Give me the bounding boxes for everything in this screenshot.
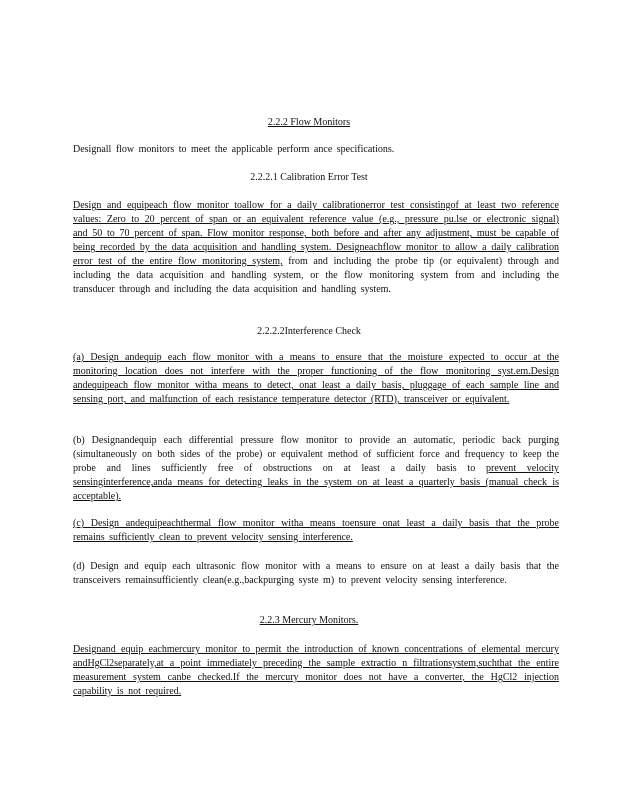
calibration-plain-text: from and including the probe tip (or equivalent) through and including the data acquisition and handling system, or the flow monitoring system from and including the transducer through and including the data acquisition and handling system. bbox=[73, 256, 559, 295]
interference-item-c: (c) Design andequipeachthermal flow monitor witha means toensure onat least a daily basis that the probe remains sufficiently clean to prevent velocity sensing interference. bbox=[73, 518, 559, 543]
section-heading-flow-monitors-text: 2.2.2 Flow Monitors bbox=[267, 117, 351, 128]
subsection-heading-interference: 2.2.2.2Interference Check bbox=[257, 326, 361, 337]
interference-item-a: (a) Design andequip each flow monitor with a means to ensure that the moisture expected to occur at the monitoring location does not interfere with the proper functioning of the flow monitoring syst.em.Design andequipeach flow monitor witha means to detect, onat least a daily basis, pluggage of each sample line and sensing port, and malfunction of each resistance temperature detector (RTD), transceiver or equivalent. bbox=[73, 352, 559, 405]
interference-item-d: (d) Design and equip each ultrasonic flow monitor with a means to ensure on at least a daily basis that the transceivers remainsufficiently clean(e.g.,backpurging syste m) to prevent velocity sensing interference. bbox=[73, 561, 559, 586]
section-heading-mercury-monitors-text: 2.2.3 Mercury Monitors. bbox=[259, 615, 359, 626]
item-b-underlined-text: prevent velocity sensinginterference,anda means for detecting leaks in the system on at least a quarterly basis (manual check is acceptable). bbox=[73, 463, 560, 502]
section-heading-flow-monitors bbox=[0, 116, 618, 130]
intro-paragraph: Designall flow monitors to meet the applicable perform ance specifications. bbox=[73, 144, 395, 155]
item-b-plain-text: (b) Designandequip each differential pressure flow monitor to provide an automatic, periodic back purging (simultaneously on both sides of the probe) or equivalent method of sufficient force and frequency to keep the probe and lines sufficiently free of obstructions on at least a daily basis to bbox=[73, 435, 559, 474]
section-heading-mercury-monitors bbox=[0, 614, 618, 628]
mercury-paragraph: Designand equip eachmercury monitor to permit the introduction of known concentrations of elemental mercury andHgCl2separately,at a point immediately preceding the sample extractio n filtrationsystem,suchthat the entire measurement system canbe checked.If the mercury monitor does not have a converter, the HgCl2 injection capability is not required. bbox=[73, 644, 559, 697]
calibration-paragraph bbox=[73, 199, 559, 297]
subsection-heading-calibration: 2.2.2.1 Calibration Error Test bbox=[250, 172, 368, 183]
calibration-underlined-text: Design and equipeach flow monitor toallow for a daily calibrationerror test consistingof at least two reference values: Zero to 20 percent of span or an equivalent reference value (e.g., pressure pu.lse or electronic signal) and 50 to 70 percent of span. Flow monitor response, both before and after any adjustment, must be capable of being recorded by the data acquisition and handling system. Designeachflow monitor to allow a daily calibration error test of the entire flow monitoring system, bbox=[73, 200, 559, 267]
interference-item-b bbox=[73, 434, 559, 504]
